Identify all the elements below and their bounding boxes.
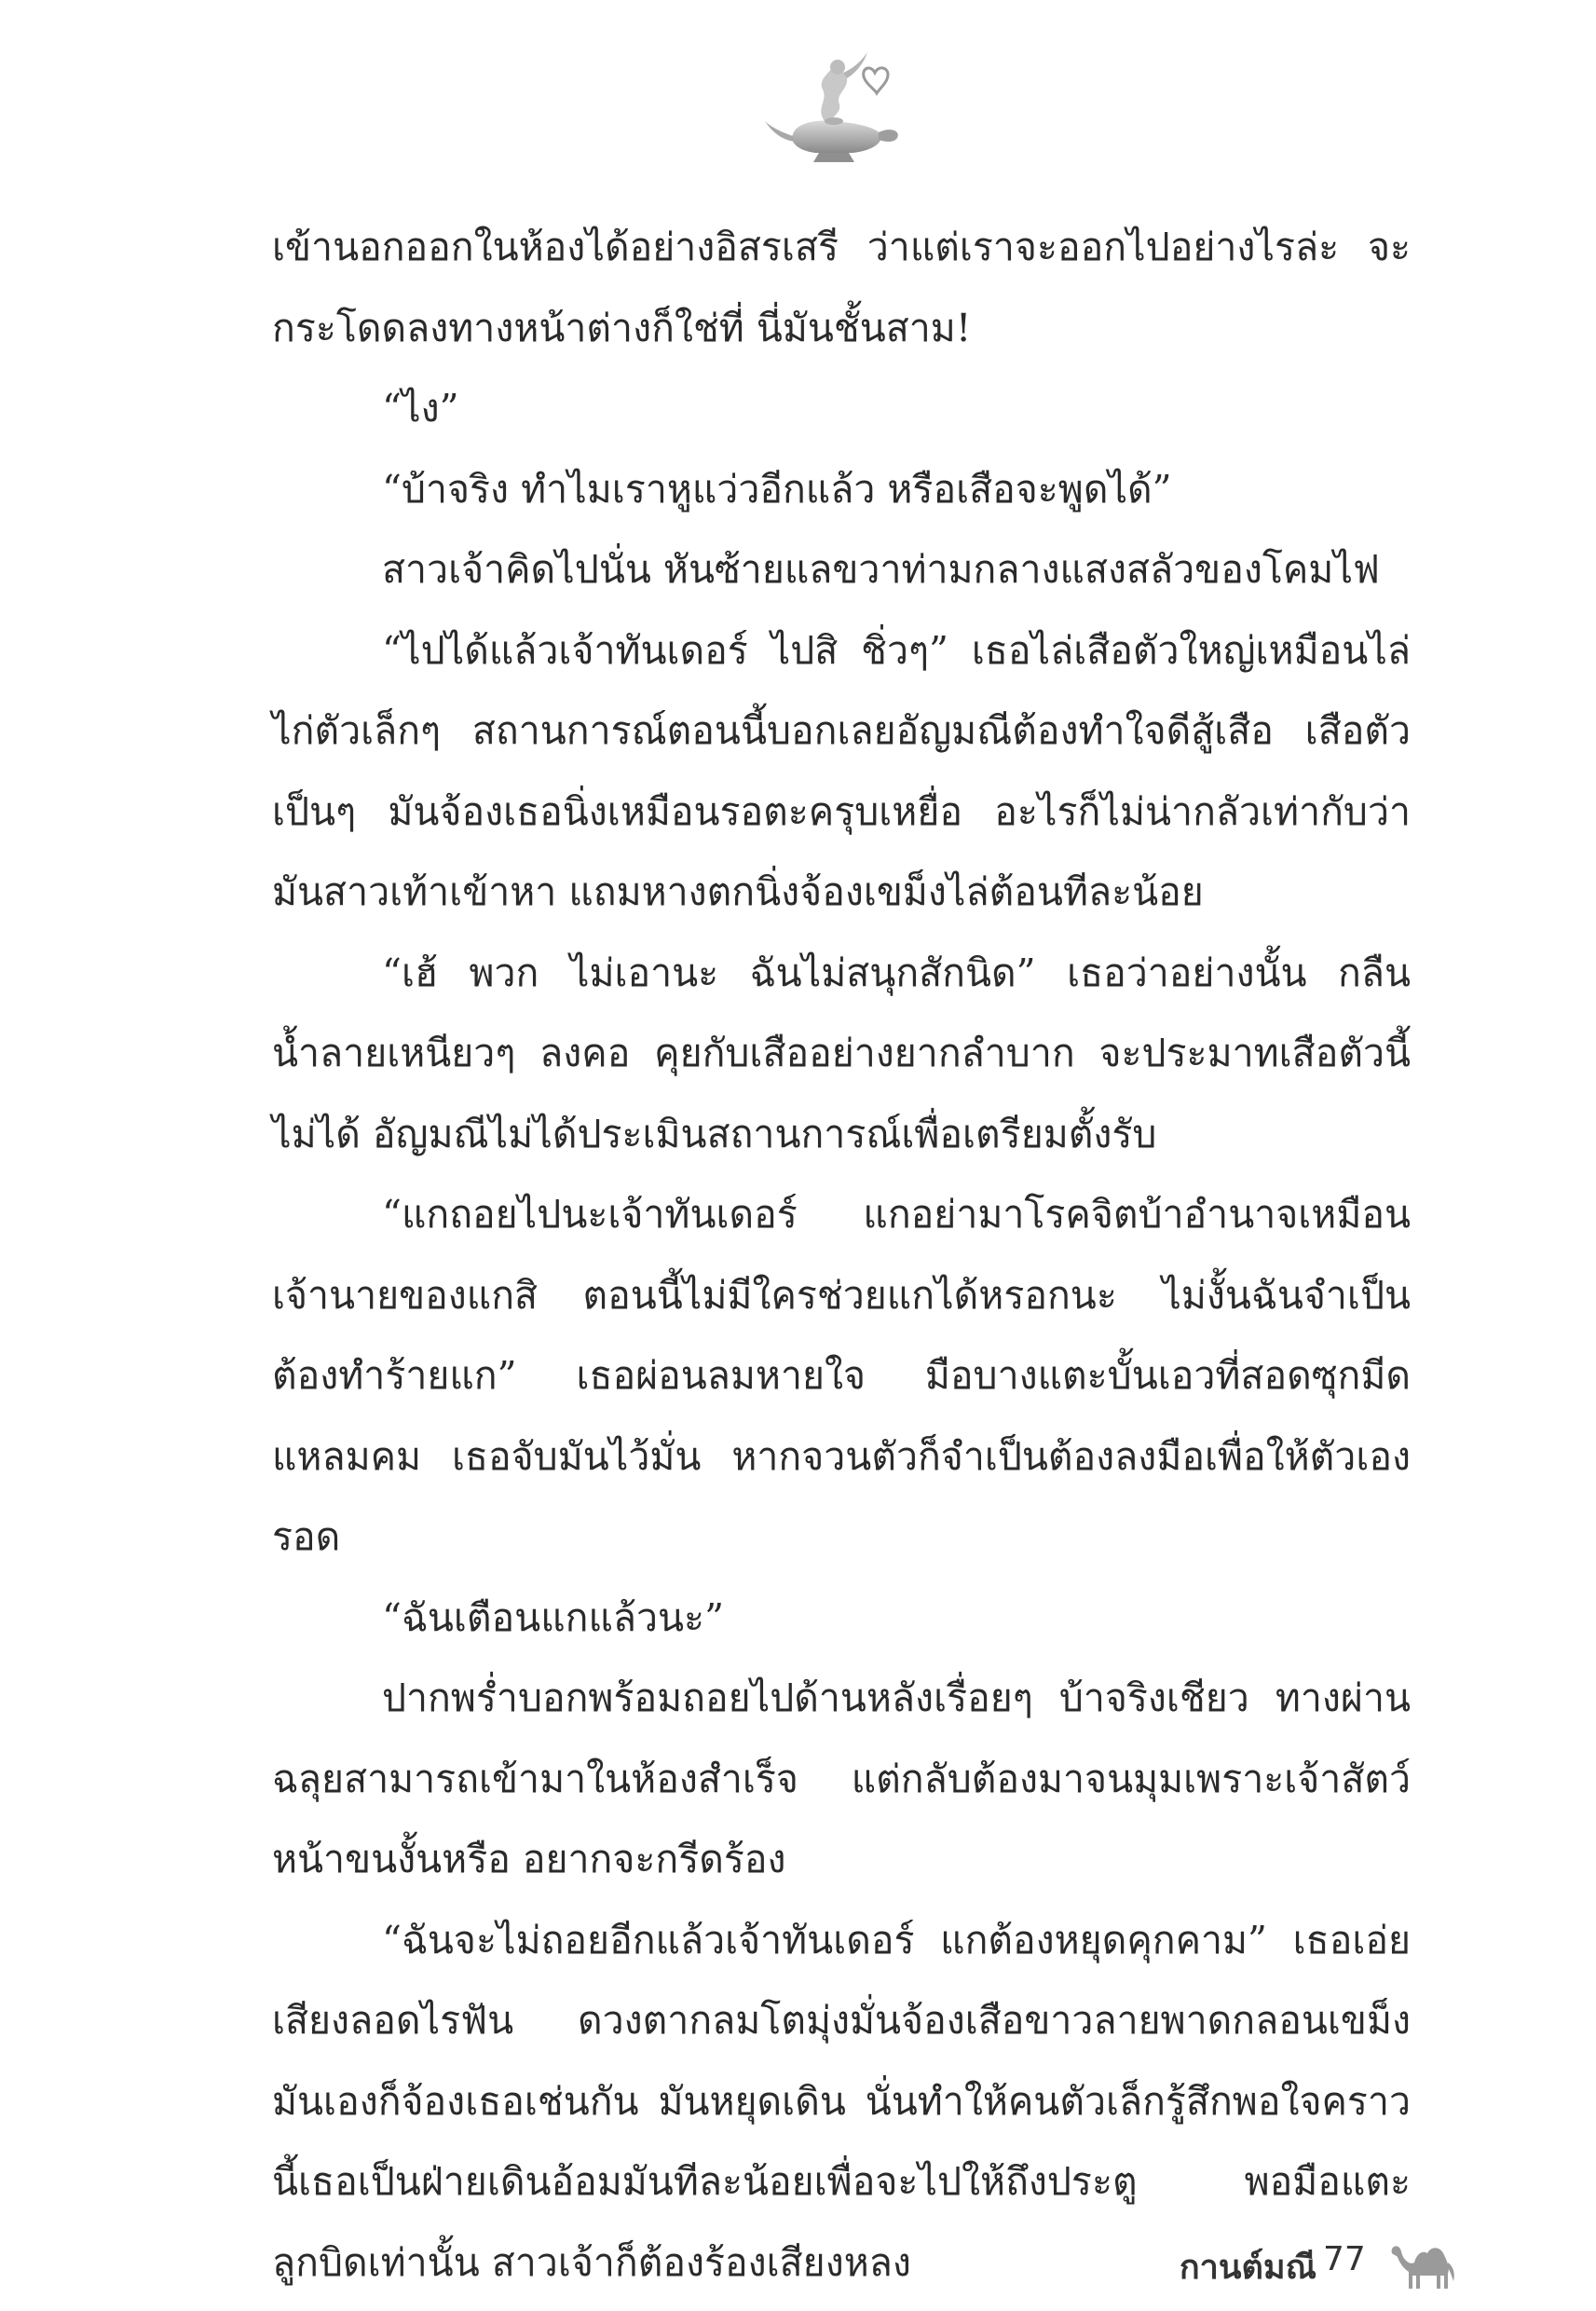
body-text [272,207,1411,2303]
paragraph: สาวเจ้าคิดไปนั่น หันซ้ายแลขวาท่ามกลางแสงสลัวของโคมไฟ [382,547,1380,592]
paragraph: “เฮ้ พวก ไม่เอานะ ฉันไม่สนุกสักนิด” เธอว่าอย่างนั้น กลืนน้ำลายเหนียวๆ ลงคอ คุยกับเสืออย่างยากลำบาก จะประมาทเสือตัวนี้ไม่ได้ อัญมณีไม่ได้ประเมินสถานการณ์เพื่อเตรียมตั้งรับ [272,950,1411,1156]
paragraph: “ฉันเตือนแกแล้วนะ” [382,1594,725,1640]
paragraph: ปากพร่ำบอกพร้อมถอยไปด้านหลังเรื่อยๆ บ้าจริงเชียว ทางผ่านฉลุยสามารถเข้ามาในห้องสำเร็จ แต่กลับต้องมาจนมุมเพราะเจ้าสัตว์หน้าขนงั้นหรือ อยากจะกรีดร้อง [272,1675,1411,1881]
lamp-with-genie-icon [759,48,908,170]
paragraph: “ฉันจะไม่ถอยอีกแล้วเจ้าทันเดอร์ แกต้องหยุดคุกคาม” เธอเอ่ยเสียงลอดไรฟัน ดวงตากลมโตมุ่งมั่นจ้องเสือขาวลายพาดกลอนเขม็ง มันเองก็จ้องเธอเช่นกัน มันหยุดเดิน นั่นทำให้คนตัวเล็กรู้สึกพอใจคราวนี้เธอเป็นฝ่ายเดินอ้อมมันทีละน้อยเพื่อจะไปให้ถึงประตู พอมือแตะลูกบิดเท่านั้น สาวเจ้าก็ต้องร้องเสียงหลง [272,1917,1411,2285]
paragraph: “ไปได้แล้วเจ้าทันเดอร์ ไปสิ ชิ่วๆ” เธอไล่เสือตัวใหญ่เหมือนไล่ไก่ตัวเล็กๆ สถานการณ์ตอนนี้บอกเลยอัญมณีต้องทำใจดีสู้เสือ เสือตัวเป็นๆ มันจ้องเธอนิ่งเหมือนรอตะครุบเหยื่อ อะไรก็ไม่น่ากลัวเท่ากับว่ามันสาวเท้าเข้าหา แถมหางตกนิ่งจ้องเขม็งไล่ต้อนทีละน้อย [272,627,1411,914]
page-footer [0,2235,1596,2309]
paragraph: “แกถอยไปนะเจ้าทันเดอร์ แกอย่ามาโรคจิตบ้าอำนาจเหมือนเจ้านายของแกสิ ตอนนี้ไม่มีใครช่วยแกได้หรอกนะ ไม่งั้นฉันจำเป็นต้องทำร้ายแก” เธอผ่อนลมหายใจ มือบางแตะบั้นเอวที่สอดซุกมีดแหลมคม เธอจับมันไว้มั่น หากจวนตัวก็จำเป็นต้องลงมือเพื่อให้ตัวเองรอด [272,1192,1411,1559]
book-title: กานต์มณี [1179,2249,1316,2287]
page-number: 77 [1323,2240,1366,2278]
paragraph: เข้านอกออกในห้องได้อย่างอิสรเสรี ว่าแต่เราจะออกไปอย่างไรล่ะ จะกระโดดลงทางหน้าต่างก็ใช่ที่ นี่มันชั้นสาม! [272,225,1411,350]
paragraph: “บ้าจริง ทำไมเราหูแว่วอีกแล้ว หรือเสือจะพูดได้” [382,466,1172,512]
camel-icon [1386,2235,1461,2292]
paragraph: “ไง” [382,386,459,431]
